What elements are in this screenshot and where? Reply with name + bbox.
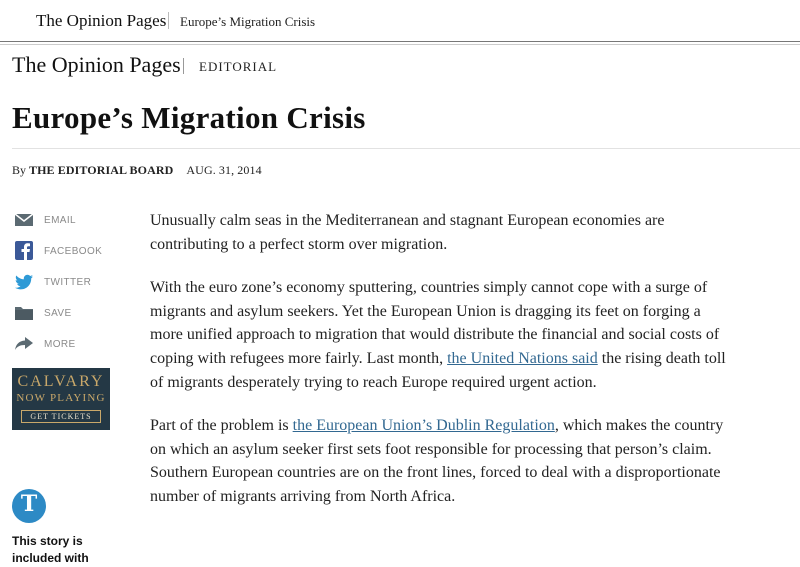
calvary-ad[interactable] (12, 368, 110, 430)
share-email-button[interactable] (14, 210, 114, 241)
get-tickets-button[interactable]: GET TICKETS (21, 410, 101, 423)
ad-subtitle: NOW PLAYING (16, 392, 106, 404)
share-facebook-label: FACEBOOK (44, 246, 103, 257)
promo-line-2: included with (12, 551, 89, 565)
share-more-label: MORE (44, 339, 76, 350)
share-twitter-button[interactable] (14, 272, 114, 303)
top-bar-brand-link[interactable]: The Opinion Pages (36, 11, 167, 30)
headline-divider (12, 148, 800, 149)
article-paragraph-2 (150, 276, 730, 394)
section-divider (183, 58, 184, 74)
share-more-button[interactable] (14, 334, 114, 365)
share-save-button[interactable] (14, 303, 114, 334)
share-tools (14, 210, 114, 365)
email-icon (14, 210, 34, 230)
share-email-label: EMAIL (44, 215, 77, 226)
paragraph-2-text-start: With the euro zone’s economy sputtering, countries simply cannot cope with a surge of migrants and asylum seekers. Yet the European Union is dragging its feet on forging a more unified approach to migration that would distribute the financial and social costs of coping with refugees more fairly. Last month, (150, 279, 720, 367)
section-brand-link[interactable]: The Opinion Pages (12, 52, 181, 77)
top-bar-divider-line (0, 44, 800, 45)
paragraph-1-text: Unusually calm seas in the Mediterranean and stagnant European economies are contributing to a perfect storm over migration. (150, 212, 665, 253)
top-bar-divider (168, 12, 169, 29)
top-bar (0, 0, 800, 42)
save-icon (14, 303, 34, 323)
share-facebook-button[interactable] (14, 241, 114, 272)
article-paragraph-3 (150, 414, 730, 508)
story-promo (12, 533, 112, 567)
paragraph-2-text-end: the rising death toll of migrants desperately trying to reach Europe required urgent action. (150, 349, 726, 391)
nyt-logo-icon[interactable] (12, 489, 46, 523)
paragraph-3-text-start: Part of the problem is (150, 417, 293, 435)
ad-title: CALVARY (17, 373, 105, 390)
page-title: Europe’s Migration Crisis (12, 100, 366, 135)
article-body (150, 209, 730, 529)
section-kicker-link[interactable]: EDITORIAL (199, 59, 278, 74)
facebook-icon (14, 241, 34, 261)
top-bar-breadcrumb[interactable]: Europe’s Migration Crisis (180, 14, 316, 29)
united-nations-link[interactable]: the United Nations said (447, 349, 598, 367)
dublin-regulation-link[interactable]: the European Union’s Dublin Regulation (292, 417, 555, 435)
logo-letter: T (20, 491, 38, 517)
twitter-icon (14, 272, 34, 292)
more-icon (14, 334, 34, 354)
byline-author-link[interactable]: THE EDITORIAL BOARD (29, 163, 174, 177)
promo-line-1: This story is (12, 534, 83, 548)
share-save-label: SAVE (44, 308, 72, 319)
share-twitter-label: TWITTER (44, 277, 92, 288)
paragraph-3-text-end: , which makes the country on which an asylum seeker first sets foot responsible for processing that person’s claim. Southern European countries are on the front lines, forced to deal with a disproportionate number of migrants arriving from North Africa. (150, 417, 724, 505)
byline-prefix: By (12, 163, 27, 177)
article-paragraph-1 (150, 209, 730, 256)
byline-date: AUG. 31, 2014 (186, 163, 262, 177)
byline (12, 163, 262, 178)
